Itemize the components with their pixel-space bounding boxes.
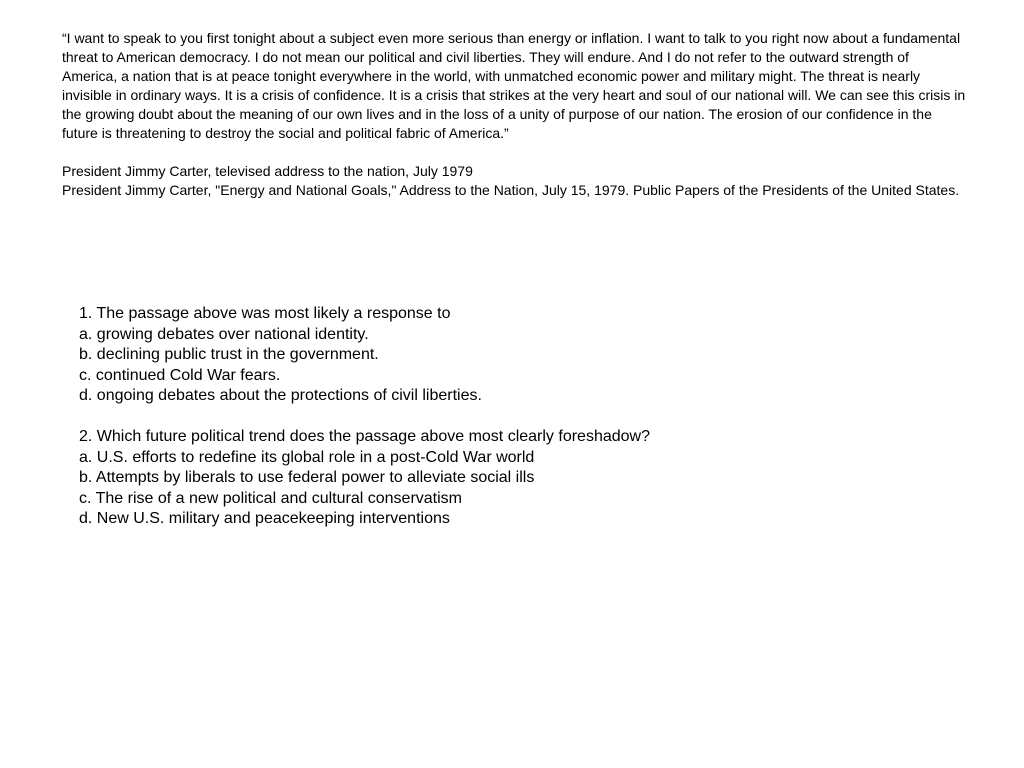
question-1-option-b: b. declining public trust in the government. [79, 346, 379, 363]
question-2-option-c: c. The rise of a new political and cultural conservatism [79, 489, 462, 507]
question-1 [79, 304, 959, 407]
question-set [79, 304, 959, 530]
carter-quote: “I want to speak to you first tonight about a subject even more serious than energy or inflation. I want to talk to you right now about a fundamental threat to American democracy. I do not mean our political and civil liberties. They will endure. And I do not refer to the outward strength of America, a nation that is at peace tonight everywhere in the world, with unmatched economic power and military might. The threat is nearly invisible in ordinary ways. It is a crisis of confidence. It is a crisis that strikes at the very heart and soul of our national will. We can see this crisis in the growing doubt about the meaning of our own lives and in the loss of a unity of purpose of our nation. The erosion of our confidence in the future is threatening to destroy the social and political fabric of America.” [62, 30, 966, 141]
question-2-prompt: 2. Which future political trend does the passage above most clearly foreshadow? [79, 428, 650, 445]
spacer [79, 407, 959, 428]
spacer [62, 143, 967, 162]
question-2 [79, 427, 959, 530]
quote-citation: President Jimmy Carter, "Energy and National Goals," Address to the Nation, July 15, 1979. Public Papers of the Presidents of the United States. [62, 182, 960, 198]
question-1-option-c: c. continued Cold War fears. [79, 366, 281, 384]
question-1-option-a: a. growing debates over national identity. [79, 325, 369, 343]
source-passage [62, 29, 967, 200]
question-2-option-d: d. New U.S. military and peacekeeping interventions [79, 510, 450, 527]
quote-attribution: President Jimmy Carter, televised address to the nation, July 1979 [62, 163, 473, 179]
question-1-prompt: 1. The passage above was most likely a response to [79, 305, 451, 322]
question-2-option-a: a. U.S. efforts to redefine its global role in a post-Cold War world [79, 448, 535, 466]
question-1-option-d: d. ongoing debates about the protections of civil liberties. [79, 387, 482, 404]
question-2-option-b: b. Attempts by liberals to use federal power to alleviate social ills [79, 469, 535, 486]
